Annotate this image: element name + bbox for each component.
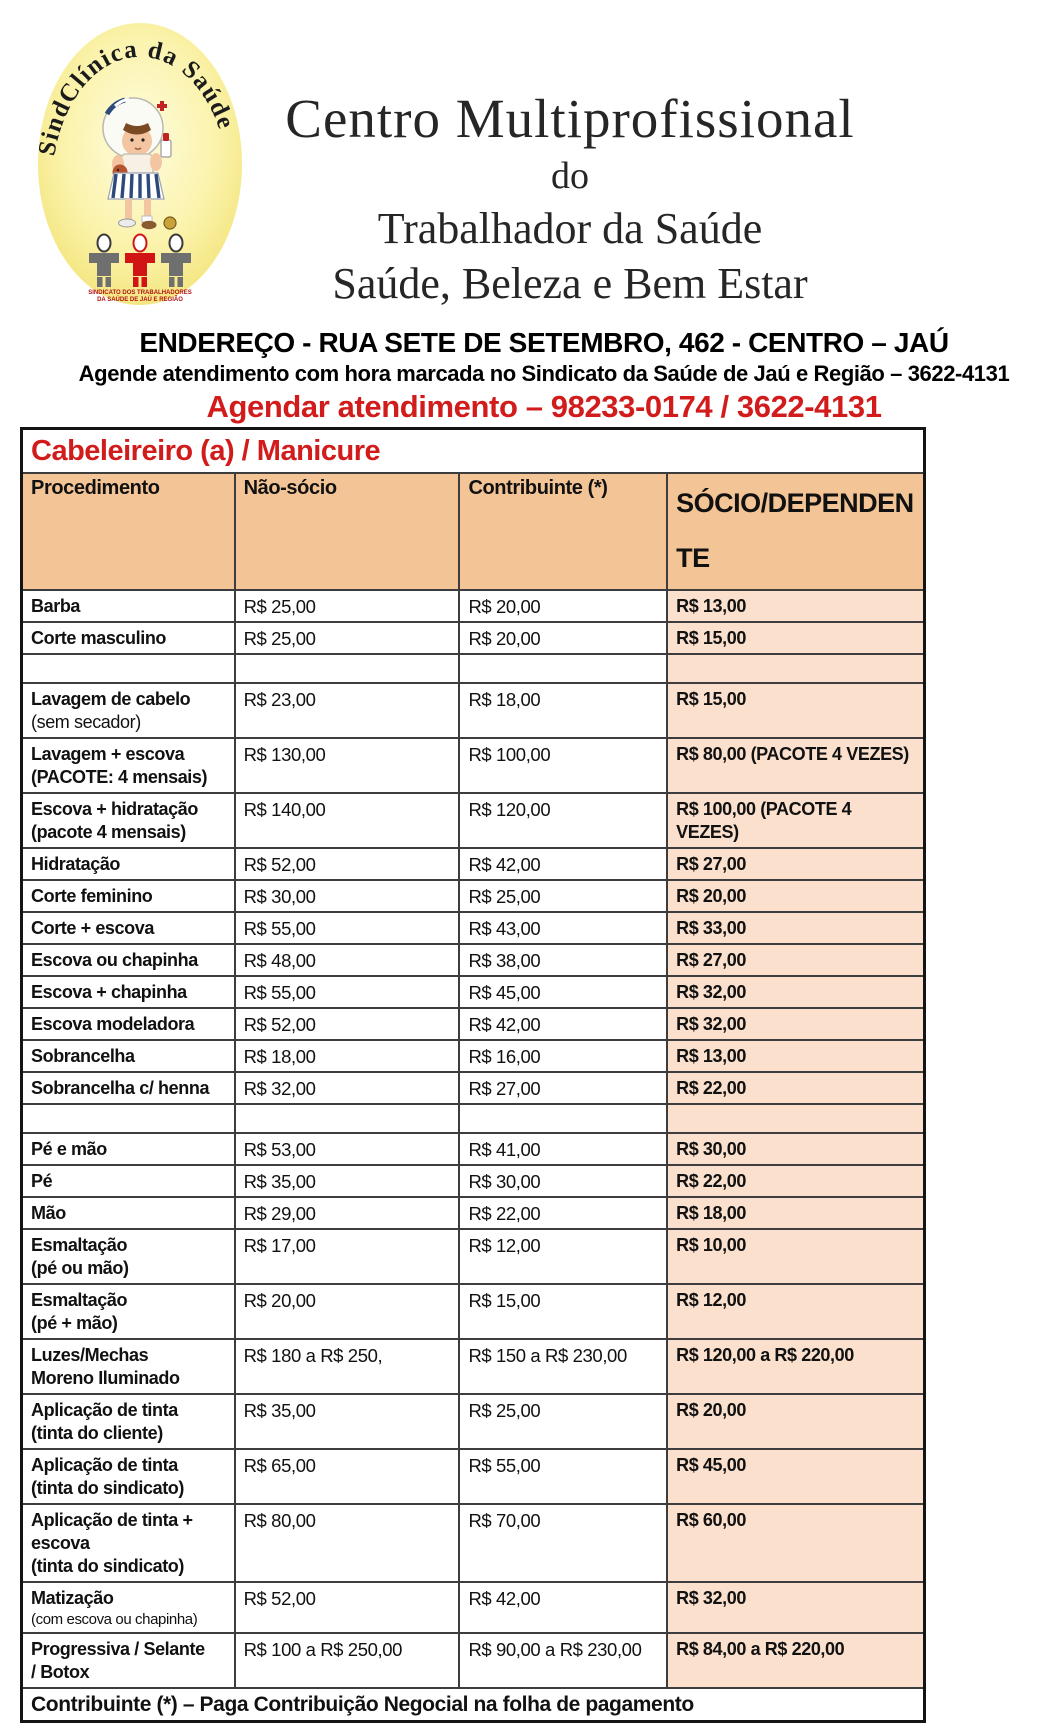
cell-procedure — [22, 738, 235, 793]
procedure-line: Aplicação de tinta — [31, 1454, 178, 1475]
cell-contribuinte: R$ 30,00 — [459, 1165, 667, 1197]
cell-procedure — [22, 1633, 235, 1688]
contact-block — [64, 326, 1024, 425]
cell-nao-socio: R$ 100 a R$ 250,00 — [235, 1633, 460, 1688]
cell-contribuinte: R$ 120,00 — [459, 793, 667, 848]
masthead-title-line1: Centro Multiprofissional — [285, 88, 855, 149]
cell-procedure — [22, 1072, 235, 1104]
table-row — [22, 1197, 925, 1229]
logo-brand-text: SindClínica da Saúde — [33, 35, 240, 158]
cell-nao-socio: R$ 80,00 — [235, 1504, 460, 1582]
cell-contribuinte — [459, 1104, 667, 1133]
procedure-line: Corte + escova — [31, 917, 154, 938]
procedure-line: Pé e mão — [31, 1138, 107, 1159]
cell-procedure — [22, 1504, 235, 1582]
cell-nao-socio: R$ 25,00 — [235, 590, 460, 622]
cell-contribuinte: R$ 12,00 — [459, 1229, 667, 1284]
cell-socio-dependente: R$ 18,00 — [667, 1197, 924, 1229]
spacer-row — [22, 1104, 925, 1133]
cell-procedure — [22, 848, 235, 880]
cell-nao-socio: R$ 30,00 — [235, 880, 460, 912]
procedure-line: Lavagem + escova — [31, 743, 185, 764]
procedure-line: (sem secador) — [31, 711, 141, 732]
cell-nao-socio: R$ 29,00 — [235, 1197, 460, 1229]
cell-procedure — [22, 1104, 235, 1133]
cell-socio-dependente: R$ 60,00 — [667, 1504, 924, 1582]
procedure-line: (pacote 4 mensais) — [31, 821, 186, 842]
table-row — [22, 1633, 925, 1688]
cell-nao-socio: R$ 35,00 — [235, 1165, 460, 1197]
table-row — [22, 1339, 925, 1394]
table-row — [22, 1008, 925, 1040]
cell-contribuinte: R$ 100,00 — [459, 738, 667, 793]
table-row — [22, 1165, 925, 1197]
cell-socio-dependente: R$ 12,00 — [667, 1284, 924, 1339]
cell-nao-socio: R$ 32,00 — [235, 1072, 460, 1104]
procedure-line: Escova + hidratação — [31, 798, 198, 819]
procedure-line: Mão — [31, 1202, 66, 1223]
masthead-title-line2: do — [551, 155, 589, 197]
table-row — [22, 1133, 925, 1165]
spacer-row — [22, 654, 925, 683]
footnote-row — [22, 1688, 925, 1722]
procedure-line: (PACOTE: 4 mensais) — [31, 766, 208, 787]
cell-nao-socio: R$ 48,00 — [235, 944, 460, 976]
cell-nao-socio: R$ 35,00 — [235, 1394, 460, 1449]
section-title: Cabeleireiro (a) / Manicure — [22, 429, 925, 474]
cell-socio-dependente: R$ 15,00 — [667, 622, 924, 654]
cell-nao-socio: R$ 18,00 — [235, 1040, 460, 1072]
cell-procedure — [22, 1040, 235, 1072]
cell-procedure — [22, 622, 235, 654]
cell-procedure — [22, 1008, 235, 1040]
procedure-line: Hidratação — [31, 853, 121, 874]
table-row — [22, 738, 925, 793]
table-row — [22, 1582, 925, 1633]
schedule-info-line: Agende atendimento com hora marcada no Sindicato da Saúde de Jaú e Região – 3622-4131 — [78, 361, 1010, 386]
table-row — [22, 1394, 925, 1449]
cell-socio-dependente: R$ 80,00 (PACOTE 4 VEZES) — [667, 738, 924, 793]
cell-nao-socio: R$ 20,00 — [235, 1284, 460, 1339]
footnote: Contribuinte (*) – Paga Contribuição Negocial na folha de pagamento — [22, 1688, 925, 1722]
cell-procedure — [22, 683, 235, 738]
cell-procedure — [22, 1449, 235, 1504]
procedure-line: Progressiva / Selante — [31, 1638, 205, 1659]
cell-procedure — [22, 880, 235, 912]
table-row — [22, 1284, 925, 1339]
procedure-line: Escova modeladora — [31, 1013, 195, 1034]
cell-procedure — [22, 1229, 235, 1284]
cell-nao-socio: R$ 52,00 — [235, 1008, 460, 1040]
cell-nao-socio: R$ 180 a R$ 250, — [235, 1339, 460, 1394]
col-header-contribuinte: Contribuinte (*) — [459, 473, 667, 590]
table-row — [22, 590, 925, 622]
cell-nao-socio — [235, 1104, 460, 1133]
cell-contribuinte: R$ 42,00 — [459, 848, 667, 880]
cell-socio-dependente: R$ 32,00 — [667, 976, 924, 1008]
table-row — [22, 1504, 925, 1582]
cell-nao-socio: R$ 52,00 — [235, 1582, 460, 1633]
masthead-title-line4: Saúde, Beleza e Bem Estar — [332, 259, 808, 308]
procedure-line: Sobrancelha c/ henna — [31, 1077, 210, 1098]
procedure-line: (pé ou mão) — [31, 1257, 129, 1278]
cell-socio-dependente — [667, 1104, 924, 1133]
procedure-line: Sobrancelha — [31, 1045, 135, 1066]
table-row — [22, 622, 925, 654]
procedure-line: (tinta do cliente) — [31, 1422, 163, 1443]
table-row — [22, 1229, 925, 1284]
cell-contribuinte: R$ 41,00 — [459, 1133, 667, 1165]
cell-socio-dependente: R$ 120,00 a R$ 220,00 — [667, 1339, 924, 1394]
cell-procedure — [22, 590, 235, 622]
table-row — [22, 912, 925, 944]
cell-socio-dependente: R$ 20,00 — [667, 1394, 924, 1449]
cell-procedure — [22, 793, 235, 848]
cell-nao-socio: R$ 25,00 — [235, 622, 460, 654]
procedure-line: / Botox — [31, 1661, 90, 1682]
cell-contribuinte: R$ 20,00 — [459, 622, 667, 654]
cell-socio-dependente: R$ 22,00 — [667, 1072, 924, 1104]
logo-union-name-line1: SINDICATO DOS TRABALHADORES — [88, 290, 192, 296]
cell-socio-dependente: R$ 45,00 — [667, 1449, 924, 1504]
address-line: ENDEREÇO - RUA SETE DE SETEMBRO, 462 - CENTRO – JAÚ — [139, 327, 949, 358]
cell-procedure — [22, 654, 235, 683]
logo-union-name-line2: DA SAÚDE DE JAÚ E REGIÃO — [97, 297, 183, 303]
cell-procedure — [22, 944, 235, 976]
cell-procedure — [22, 1394, 235, 1449]
table-header-row — [22, 473, 925, 590]
cell-nao-socio — [235, 654, 460, 683]
price-table — [20, 427, 926, 1723]
table-row — [22, 880, 925, 912]
cell-contribuinte: R$ 20,00 — [459, 590, 667, 622]
cell-nao-socio: R$ 53,00 — [235, 1133, 460, 1165]
procedure-line: escova — [31, 1532, 90, 1553]
table-row — [22, 848, 925, 880]
cell-nao-socio: R$ 55,00 — [235, 976, 460, 1008]
cell-contribuinte: R$ 16,00 — [459, 1040, 667, 1072]
cell-procedure — [22, 912, 235, 944]
masthead-title-line3: Trabalhador da Saúde — [377, 204, 763, 253]
table-row — [22, 1449, 925, 1504]
cell-nao-socio: R$ 65,00 — [235, 1449, 460, 1504]
procedure-line: (com escova ou chapinha) — [31, 1610, 198, 1628]
cell-socio-dependente: R$ 27,00 — [667, 944, 924, 976]
procedure-line: Matização — [31, 1587, 114, 1608]
cell-socio-dependente: R$ 32,00 — [667, 1582, 924, 1633]
procedure-line: Corte feminino — [31, 885, 153, 906]
col-header-procedimento: Procedimento — [22, 473, 235, 590]
procedure-line: Escova ou chapinha — [31, 949, 198, 970]
cell-contribuinte: R$ 27,00 — [459, 1072, 667, 1104]
cell-socio-dependente: R$ 100,00 (PACOTE 4 VEZES) — [667, 793, 924, 848]
procedure-line: Lavagem de cabelo — [31, 688, 191, 709]
cell-nao-socio: R$ 140,00 — [235, 793, 460, 848]
cell-socio-dependente: R$ 13,00 — [667, 1040, 924, 1072]
cell-contribuinte: R$ 70,00 — [459, 1504, 667, 1582]
table-row — [22, 1040, 925, 1072]
cell-socio-dependente: R$ 32,00 — [667, 1008, 924, 1040]
schedule-phone-line: Agendar atendimento – 98233-0174 / 3622-4131 — [206, 389, 882, 424]
procedure-line: (tinta do sindicato) — [31, 1555, 184, 1576]
cell-contribuinte: R$ 38,00 — [459, 944, 667, 976]
cell-socio-dependente: R$ 15,00 — [667, 683, 924, 738]
cell-socio-dependente: R$ 22,00 — [667, 1165, 924, 1197]
cell-contribuinte: R$ 25,00 — [459, 880, 667, 912]
cell-procedure — [22, 1197, 235, 1229]
table-row — [22, 1072, 925, 1104]
cell-contribuinte: R$ 90,00 a R$ 230,00 — [459, 1633, 667, 1688]
cell-contribuinte — [459, 654, 667, 683]
cell-socio-dependente: R$ 13,00 — [667, 590, 924, 622]
cell-socio-dependente: R$ 33,00 — [667, 912, 924, 944]
procedure-line: Pé — [31, 1170, 53, 1191]
cell-socio-dependente: R$ 27,00 — [667, 848, 924, 880]
cell-nao-socio: R$ 55,00 — [235, 912, 460, 944]
price-table-body — [22, 590, 925, 1688]
cell-contribuinte: R$ 15,00 — [459, 1284, 667, 1339]
procedure-line: Esmaltação — [31, 1234, 128, 1255]
sindclinica-logo — [33, 20, 247, 308]
cell-contribuinte: R$ 55,00 — [459, 1449, 667, 1504]
cell-procedure — [22, 1133, 235, 1165]
procedure-line: Aplicação de tinta + — [31, 1509, 193, 1530]
cell-socio-dependente: R$ 30,00 — [667, 1133, 924, 1165]
table-row — [22, 944, 925, 976]
procedure-line: Corte masculino — [31, 627, 167, 648]
cell-procedure — [22, 1284, 235, 1339]
cell-nao-socio: R$ 130,00 — [235, 738, 460, 793]
procedure-line: (tinta do sindicato) — [31, 1477, 184, 1498]
procedure-line: Esmaltação — [31, 1289, 128, 1310]
table-row — [22, 793, 925, 848]
table-row — [22, 976, 925, 1008]
cell-socio-dependente — [667, 654, 924, 683]
procedure-line: Escova + chapinha — [31, 981, 187, 1002]
cell-socio-dependente: R$ 10,00 — [667, 1229, 924, 1284]
cell-nao-socio: R$ 23,00 — [235, 683, 460, 738]
table-row — [22, 683, 925, 738]
cell-procedure — [22, 1582, 235, 1633]
cell-nao-socio: R$ 17,00 — [235, 1229, 460, 1284]
procedure-line: (pé + mão) — [31, 1312, 118, 1333]
col-header-nao-socio: Não-sócio — [235, 473, 460, 590]
cell-socio-dependente: R$ 84,00 a R$ 220,00 — [667, 1633, 924, 1688]
masthead — [225, 88, 915, 312]
cell-contribuinte: R$ 42,00 — [459, 1582, 667, 1633]
cell-nao-socio: R$ 52,00 — [235, 848, 460, 880]
section-title-row — [22, 429, 925, 474]
procedure-line: Aplicação de tinta — [31, 1399, 178, 1420]
cell-contribuinte: R$ 150 a R$ 230,00 — [459, 1339, 667, 1394]
procedure-line: Barba — [31, 595, 81, 616]
cell-procedure — [22, 1165, 235, 1197]
cell-contribuinte: R$ 42,00 — [459, 1008, 667, 1040]
procedure-line: Luzes/Mechas — [31, 1344, 149, 1365]
cell-contribuinte: R$ 22,00 — [459, 1197, 667, 1229]
procedure-line: Moreno Iluminado — [31, 1367, 180, 1388]
cell-contribuinte: R$ 45,00 — [459, 976, 667, 1008]
cell-contribuinte: R$ 25,00 — [459, 1394, 667, 1449]
cell-contribuinte: R$ 18,00 — [459, 683, 667, 738]
cell-socio-dependente: R$ 20,00 — [667, 880, 924, 912]
col-header-socio-dependente: SÓCIO/DEPENDENTE — [667, 473, 924, 590]
cell-procedure — [22, 976, 235, 1008]
cell-contribuinte: R$ 43,00 — [459, 912, 667, 944]
cell-procedure — [22, 1339, 235, 1394]
